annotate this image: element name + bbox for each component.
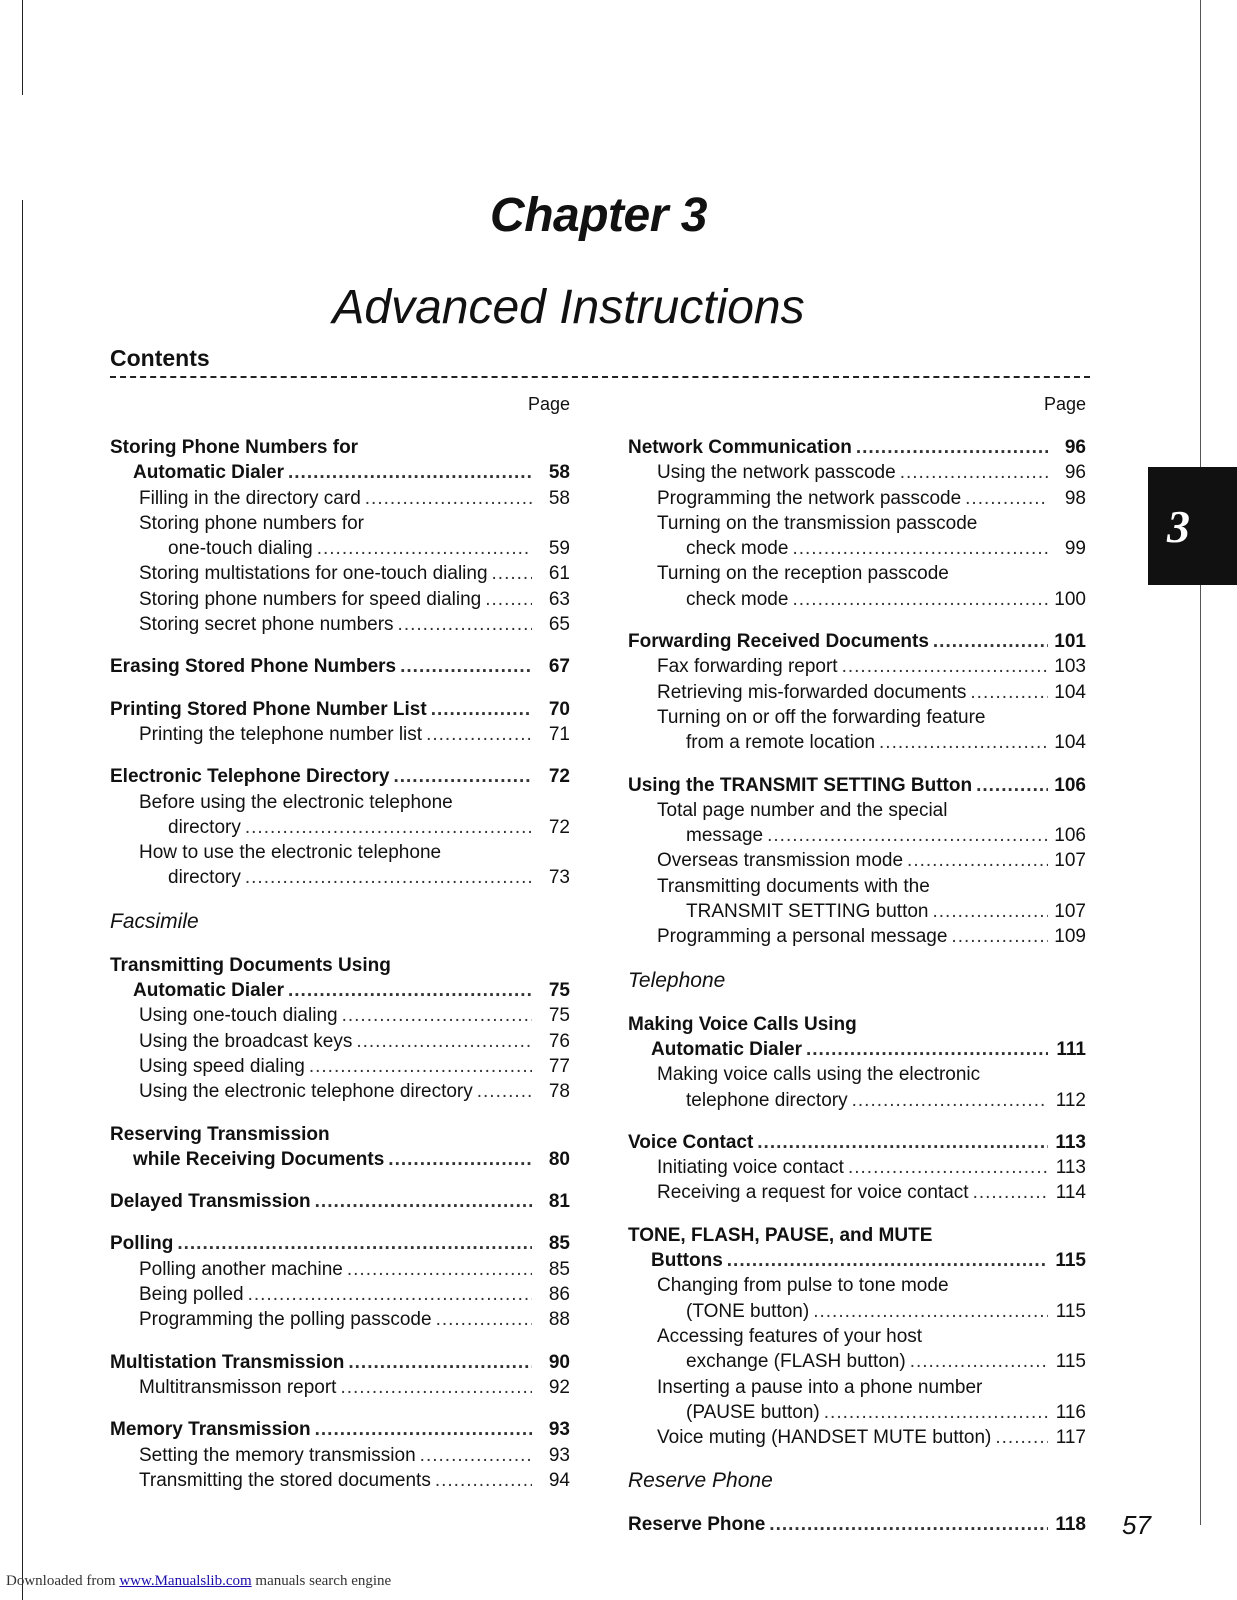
toc-entry-text: Overseas transmission mode	[657, 850, 904, 872]
toc-leader-dots	[910, 1349, 1048, 1374]
toc-entry-text: Retrieving mis-forwarded documents	[657, 681, 967, 703]
toc-entry	[110, 1282, 570, 1307]
toc-entry	[628, 705, 1086, 730]
toc-entry-text: Multistation Transmission	[110, 1351, 345, 1373]
toc-entry-text: Making Voice Calls Using	[628, 1013, 857, 1035]
toc-entry	[628, 1425, 1086, 1450]
toc-leader-dots	[317, 536, 532, 561]
toc-section	[628, 1223, 1086, 1451]
toc-leader-dots	[727, 1248, 1048, 1273]
toc-page-number: 103	[1054, 656, 1086, 678]
toc-entry-heading	[110, 953, 570, 978]
toc-entry	[110, 1307, 570, 1332]
toc-page-number: 115	[1055, 1250, 1086, 1272]
toc-section	[110, 1122, 570, 1173]
toc-entry-text: Accessing features of your host	[657, 1325, 923, 1347]
toc-entry	[628, 1155, 1086, 1180]
toc-page-number: 65	[548, 614, 570, 636]
toc-entry	[628, 1349, 1086, 1374]
toc-entry-heading	[628, 773, 1086, 798]
toc-page-number: 114	[1055, 1182, 1086, 1204]
toc-entry-heading	[110, 1231, 570, 1256]
toc-section	[628, 629, 1086, 755]
toc-section	[628, 1512, 1086, 1537]
toc-entry-text: Turning on or off the forwarding feature	[657, 706, 986, 728]
toc-entry	[110, 790, 570, 815]
toc-leader-dots	[365, 486, 532, 511]
toc-category-heading: Facsimile	[110, 909, 199, 933]
toc-right-list	[628, 435, 1086, 1538]
toc-leader-dots	[907, 848, 1048, 873]
toc-leader-dots	[813, 1299, 1048, 1324]
toc-page-number: 109	[1054, 926, 1086, 948]
toc-leader-dots	[933, 629, 1048, 654]
footer-prefix: Downloaded from	[6, 1573, 120, 1589]
toc-entry-text: Filling in the directory card	[139, 487, 361, 509]
toc-entry	[628, 561, 1086, 586]
toc-entry-heading	[628, 1037, 1086, 1062]
toc-entry	[628, 587, 1086, 612]
toc-entry-heading	[110, 764, 570, 789]
toc-entry	[628, 511, 1086, 536]
toc-leader-dots	[398, 612, 532, 637]
toc-entry	[628, 874, 1086, 899]
toc-entry-heading	[628, 435, 1086, 460]
toc-section	[110, 697, 570, 748]
toc-leader-dots	[792, 536, 1048, 561]
chapter-subtitle: Advanced Instructions	[332, 281, 805, 334]
toc-page-number: 67	[548, 656, 570, 678]
toc-entry-text: Storing phone numbers for speed dialing	[139, 588, 482, 610]
toc-entry-text: Using the electronic telephone directory	[139, 1081, 473, 1103]
toc-entry-text: Voice muting (HANDSET MUTE button)	[657, 1427, 992, 1449]
toc-leader-dots	[347, 1257, 532, 1282]
toc-entry	[110, 722, 570, 747]
toc-left-list	[110, 435, 570, 1493]
page-number: 57	[1122, 1510, 1151, 1540]
toc-entry-heading	[628, 1223, 1086, 1248]
toc-section	[110, 654, 570, 679]
toc-page-number: 90	[548, 1351, 570, 1373]
toc-entry	[628, 798, 1086, 823]
toc-entry-heading	[110, 1122, 570, 1147]
toc-entry-heading	[110, 697, 570, 722]
toc-entry-text: Multitransmisson report	[139, 1376, 337, 1398]
toc-page-number: 80	[548, 1148, 570, 1170]
toc-page-number: 59	[548, 538, 570, 560]
toc-page-number: 111	[1056, 1038, 1086, 1060]
toc-leader-dots	[435, 1468, 532, 1493]
toc-entry-text: telephone directory	[686, 1089, 848, 1111]
toc-page-number: 94	[548, 1469, 570, 1491]
toc-entry-text: Receiving a request for voice contact	[657, 1182, 969, 1204]
page-column-label: Page	[527, 394, 570, 414]
toc-entry-heading	[628, 1130, 1086, 1155]
toc-entry	[628, 486, 1086, 511]
toc-entry-heading	[628, 1012, 1086, 1037]
toc-page-number: 107	[1054, 901, 1086, 923]
toc-leader-dots	[340, 1375, 532, 1400]
toc-page-number: 104	[1054, 732, 1086, 754]
toc-entry-text: Storing phone numbers for	[139, 512, 364, 534]
toc-page-number: 93	[548, 1444, 570, 1466]
toc-entry	[110, 1443, 570, 1468]
toc-page-number: 61	[548, 563, 570, 585]
toc-leader-dots	[757, 1130, 1048, 1155]
toc-leader-dots	[769, 1512, 1048, 1537]
toc-leader-dots	[995, 1425, 1048, 1450]
toc-entry	[110, 1003, 570, 1028]
toc-entry-text: directory	[168, 867, 241, 889]
contents-left-column	[110, 392, 570, 1510]
toc-section	[110, 435, 570, 637]
toc-entry	[110, 486, 570, 511]
toc-page-number: 75	[548, 1005, 570, 1027]
toc-entry	[110, 1054, 570, 1079]
toc-entry-text: Automatic Dialer	[651, 1038, 802, 1060]
toc-section	[628, 1130, 1086, 1206]
toc-entry-text: Using one-touch dialing	[139, 1005, 338, 1027]
toc-leader-dots	[900, 460, 1048, 485]
toc-leader-dots	[856, 435, 1048, 460]
toc-entry-text: Being polled	[139, 1284, 244, 1306]
toc-entry-text: Fax forwarding report	[657, 656, 838, 678]
toc-entry	[110, 840, 570, 865]
toc-leader-dots	[426, 722, 532, 747]
chapter-tab-number: 3	[1167, 500, 1190, 552]
toc-entry-heading	[110, 435, 570, 460]
toc-category-heading: Reserve Phone	[628, 1469, 773, 1493]
toc-leader-dots	[477, 1079, 532, 1104]
toc-entry-text: Automatic Dialer	[133, 462, 284, 484]
toc-page-number: 75	[548, 980, 570, 1002]
toc-leader-dots	[393, 764, 532, 789]
toc-entry-text: Erasing Stored Phone Numbers	[110, 656, 397, 678]
toc-entry-heading	[110, 1350, 570, 1375]
toc-page-number: 76	[548, 1030, 570, 1052]
toc-page-number: 73	[548, 867, 570, 889]
toc-page-number: 77	[548, 1055, 570, 1077]
toc-leader-dots	[356, 1029, 532, 1054]
toc-entry-text: from a remote location	[686, 732, 876, 754]
toc-entry	[110, 1375, 570, 1400]
toc-entry-text: Turning on the transmission passcode	[657, 512, 978, 534]
toc-entry-text: Memory Transmission	[110, 1419, 311, 1441]
toc-entry	[110, 1257, 570, 1282]
toc-entry-heading	[628, 1248, 1086, 1273]
toc-entry-text: Changing from pulse to tone mode	[657, 1275, 949, 1297]
toc-leader-dots	[806, 1037, 1048, 1062]
toc-entry	[628, 823, 1086, 848]
toc-entry-text: Electronic Telephone Directory	[110, 766, 390, 788]
toc-page-number: 113	[1055, 1131, 1086, 1153]
toc-entry	[110, 511, 570, 536]
toc-page-number: 106	[1054, 825, 1086, 847]
toc-entry	[110, 865, 570, 890]
toc-page-number: 71	[548, 723, 570, 745]
toc-entry-text: Making voice calls using the electronic	[657, 1064, 981, 1086]
toc-page-number: 106	[1054, 774, 1086, 796]
toc-leader-dots	[309, 1054, 532, 1079]
toc-entry	[628, 1299, 1086, 1324]
toc-entry-heading	[628, 629, 1086, 654]
toc-page-number: 104	[1054, 681, 1086, 703]
toc-entry-text: Delayed Transmission	[110, 1191, 311, 1213]
toc-leader-dots	[767, 823, 1048, 848]
toc-entry	[110, 1079, 570, 1104]
toc-leader-dots	[348, 1350, 532, 1375]
toc-leader-dots	[420, 1443, 532, 1468]
toc-entry-text: Setting the memory transmission	[139, 1444, 416, 1466]
toc-entry	[628, 654, 1086, 679]
toc-page-number: 72	[548, 816, 570, 838]
toc-leader-dots	[436, 1307, 532, 1332]
toc-section	[110, 953, 570, 1105]
toc-page-number: 115	[1055, 1351, 1086, 1373]
toc-entry	[110, 815, 570, 840]
download-footer	[6, 1573, 391, 1590]
toc-leader-dots	[848, 1155, 1048, 1180]
toc-page-number: 86	[548, 1284, 570, 1306]
toc-entry	[628, 1062, 1086, 1087]
toc-entry-text: (TONE button)	[686, 1300, 810, 1322]
footer-suffix: manuals search engine	[251, 1573, 392, 1589]
toc-entry-heading	[110, 654, 570, 679]
toc-entry-text: directory	[168, 816, 241, 838]
toc-page-number: 117	[1055, 1427, 1086, 1449]
toc-entry-text: Using the TRANSMIT SETTING Button	[628, 774, 973, 796]
toc-section	[110, 1231, 570, 1332]
toc-entry	[628, 1400, 1086, 1425]
toc-page-number: 70	[548, 698, 570, 720]
toc-entry-text: Transmitting documents with the	[657, 875, 930, 897]
toc-entry-text: Using the broadcast keys	[139, 1030, 353, 1052]
toc-section	[110, 764, 570, 890]
toc-leader-dots	[431, 697, 532, 722]
toc-leader-dots	[852, 1088, 1048, 1113]
toc-leader-dots	[485, 587, 532, 612]
footer-link[interactable]: www.Manualslib.com	[119, 1573, 252, 1589]
toc-leader-dots	[932, 899, 1048, 924]
toc-page-number: 78	[548, 1081, 570, 1103]
toc-page-number: 96	[1064, 437, 1086, 458]
toc-page-number: 81	[548, 1191, 570, 1213]
toc-leader-dots	[965, 486, 1048, 511]
toc-entry-text: Total page number and the special	[657, 799, 948, 821]
toc-leader-dots	[842, 654, 1048, 679]
chapter-tab	[1148, 467, 1237, 585]
toc-page-number: 63	[548, 588, 570, 610]
toc-entry	[110, 1029, 570, 1054]
toc-entry-text: Network Communication	[628, 437, 852, 458]
toc-leader-dots	[288, 460, 532, 485]
toc-entry-text: Storing secret phone numbers	[139, 614, 394, 636]
toc-entry-text: one-touch dialing	[168, 538, 313, 560]
toc-page-number: 58	[548, 462, 570, 484]
toc-page-number: 98	[1064, 487, 1086, 509]
toc-entry	[628, 536, 1086, 561]
toc-leader-dots	[879, 730, 1048, 755]
toc-entry-text: Reserve Phone	[628, 1514, 766, 1536]
toc-page-number: 85	[548, 1233, 570, 1255]
toc-entry	[628, 924, 1086, 949]
toc-section	[628, 773, 1086, 950]
toc-entry	[110, 561, 570, 586]
toc-page-number: 99	[1064, 538, 1086, 560]
contents-right-column	[628, 392, 1086, 1555]
toc-entry-heading	[110, 1417, 570, 1442]
toc-entry-heading	[110, 1189, 570, 1214]
toc-entry-heading	[110, 1147, 570, 1172]
toc-entry-text: Printing the telephone number list	[139, 723, 423, 745]
toc-page-number: 113	[1055, 1157, 1086, 1179]
toc-section	[628, 435, 1086, 612]
toc-leader-dots	[248, 1282, 532, 1307]
toc-entry-text: Programming the polling passcode	[139, 1309, 432, 1331]
toc-entry-text: Buttons	[651, 1250, 723, 1272]
toc-section	[110, 1350, 570, 1401]
toc-entry-text: Before using the electronic telephone	[139, 791, 453, 813]
toc-entry	[628, 460, 1086, 485]
toc-leader-dots	[970, 680, 1048, 705]
toc-entry-text: Polling	[110, 1233, 174, 1255]
toc-section	[110, 1417, 570, 1493]
toc-entry-text: check mode	[686, 588, 789, 610]
toc-entry-text: exchange (FLASH button)	[686, 1351, 906, 1373]
toc-leader-dots	[288, 978, 532, 1003]
toc-entry-text: while Receiving Documents	[133, 1148, 385, 1170]
toc-entry-text: Using speed dialing	[139, 1055, 305, 1077]
toc-entry-text: TONE, FLASH, PAUSE, and MUTE	[628, 1224, 933, 1246]
toc-entry-text: Polling another machine	[139, 1258, 343, 1280]
margin-line-top	[22, 0, 23, 95]
toc-entry-text: (PAUSE button)	[686, 1401, 820, 1423]
toc-entry-heading	[110, 978, 570, 1003]
page-column-label: Page	[1043, 394, 1086, 414]
toc-page-number: 101	[1054, 631, 1086, 653]
toc-leader-dots	[245, 865, 532, 890]
toc-page-number: 116	[1055, 1401, 1086, 1423]
toc-leader-dots	[400, 654, 532, 679]
toc-leader-dots	[792, 587, 1048, 612]
margin-line-right-lower	[1200, 585, 1201, 1525]
toc-entry	[110, 536, 570, 561]
toc-entry	[628, 848, 1086, 873]
toc-entry	[628, 1375, 1086, 1400]
toc-entry	[110, 587, 570, 612]
margin-line-left	[22, 200, 23, 1600]
toc-entry-text: Voice Contact	[628, 1131, 754, 1153]
toc-leader-dots	[177, 1231, 532, 1256]
toc-leader-dots	[492, 561, 532, 586]
toc-category-heading: Telephone	[628, 968, 726, 992]
toc-page-number: 92	[548, 1376, 570, 1398]
toc-page-number: 58	[548, 487, 570, 509]
toc-page-number: 112	[1055, 1089, 1086, 1111]
toc-entry-text: message	[686, 825, 764, 847]
contents-heading: Contents	[110, 345, 210, 371]
toc-entry-text: How to use the electronic telephone	[139, 842, 442, 864]
toc-entry-text: Reserving Transmission	[110, 1123, 330, 1145]
toc-leader-dots	[951, 924, 1048, 949]
toc-entry-text: Transmitting the stored documents	[139, 1469, 431, 1491]
toc-entry-text: Printing Stored Phone Number List	[110, 698, 427, 720]
toc-leader-dots	[315, 1417, 532, 1442]
toc-entry-text: Programming the network passcode	[657, 487, 962, 509]
toc-entry	[628, 1180, 1086, 1205]
toc-entry-text: Initiating voice contact	[657, 1157, 844, 1179]
toc-entry-text: Using the network passcode	[657, 462, 896, 484]
toc-page-number: 107	[1054, 850, 1086, 872]
toc-entry	[628, 1088, 1086, 1113]
toc-section	[628, 1012, 1086, 1113]
toc-entry-text: Automatic Dialer	[133, 980, 284, 1002]
toc-entry	[628, 730, 1086, 755]
toc-entry	[628, 899, 1086, 924]
toc-page-number: 88	[548, 1309, 570, 1331]
toc-entry	[628, 1324, 1086, 1349]
toc-entry-text: check mode	[686, 538, 789, 560]
toc-entry-heading	[110, 460, 570, 485]
toc-page-number: 115	[1055, 1300, 1086, 1322]
toc-leader-dots	[388, 1147, 532, 1172]
toc-page-number: 118	[1055, 1514, 1086, 1536]
toc-entry	[628, 1273, 1086, 1298]
chapter-title: Chapter 3	[490, 189, 707, 242]
toc-entry-text: TRANSMIT SETTING button	[686, 901, 929, 923]
toc-entry-text: Storing Phone Numbers for	[110, 437, 359, 458]
toc-entry-text: Transmitting Documents Using	[110, 954, 391, 976]
toc-page-number: 93	[548, 1419, 570, 1441]
toc-leader-dots	[342, 1003, 532, 1028]
toc-entry	[110, 1468, 570, 1493]
toc-leader-dots	[976, 773, 1048, 798]
toc-entry	[110, 612, 570, 637]
toc-leader-dots	[973, 1180, 1048, 1205]
toc-entry	[628, 680, 1086, 705]
toc-entry-text: Forwarding Received Documents	[628, 631, 929, 653]
toc-entry-text: Inserting a pause into a phone number	[657, 1376, 983, 1398]
contents-divider	[110, 376, 1090, 378]
toc-leader-dots	[245, 815, 532, 840]
toc-page-number: 96	[1064, 462, 1086, 484]
toc-entry-heading	[628, 1512, 1086, 1537]
toc-leader-dots	[824, 1400, 1048, 1425]
toc-page-number: 72	[548, 766, 570, 788]
toc-page-number: 85	[548, 1258, 570, 1280]
toc-entry-text: Programming a personal message	[657, 926, 948, 948]
toc-page-number: 100	[1054, 588, 1086, 610]
toc-entry-text: Storing multistations for one-touch dialing	[139, 563, 488, 585]
toc-entry-text: Turning on the reception passcode	[657, 563, 949, 585]
toc-section	[110, 1189, 570, 1214]
toc-leader-dots	[315, 1189, 532, 1214]
